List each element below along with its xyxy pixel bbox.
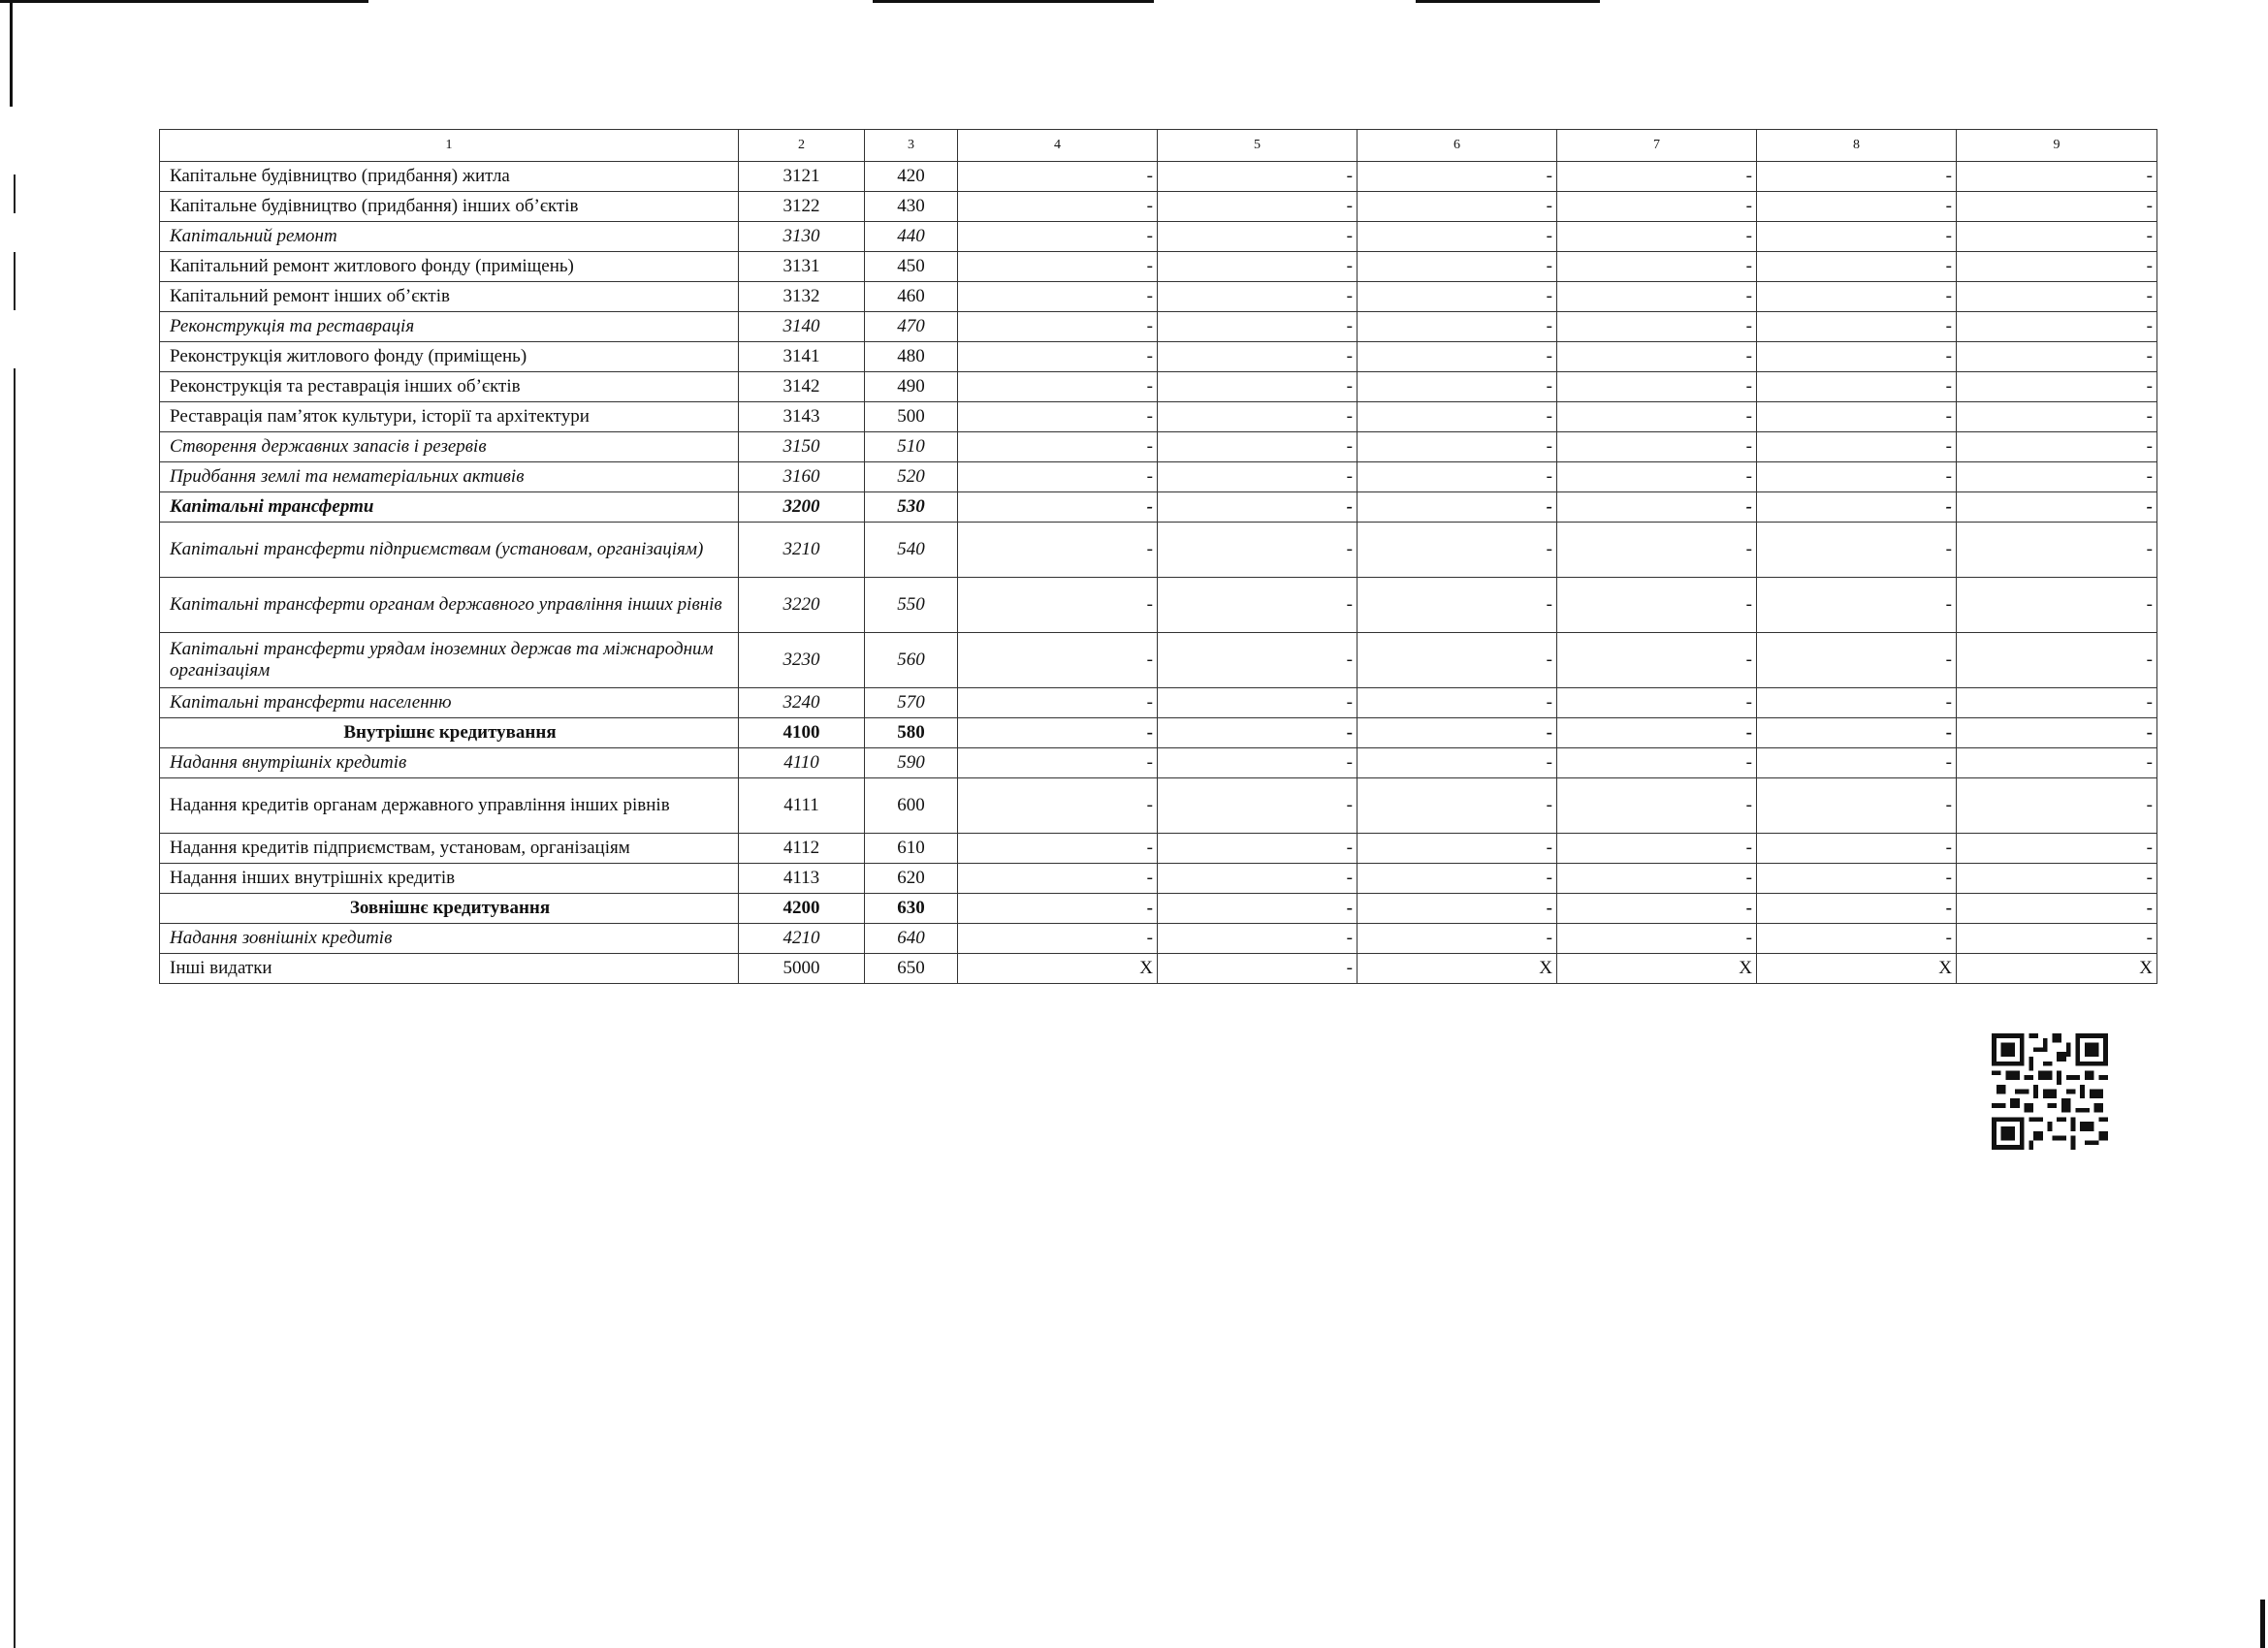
value-cell: - [1158, 222, 1358, 252]
row-name: Внутрішнє кредитування [160, 718, 739, 748]
value-cell: - [1957, 523, 2157, 578]
value-cell: - [1557, 192, 1757, 222]
column-header: 6 [1358, 130, 1557, 162]
value-cell: - [1158, 578, 1358, 633]
value-cell: - [1557, 633, 1757, 688]
row-line-number: 650 [865, 954, 958, 984]
value-cell: - [1757, 432, 1957, 462]
table-row [160, 578, 2157, 633]
value-cell: - [958, 688, 1158, 718]
value-cell: - [1957, 372, 2157, 402]
value-cell: - [1757, 342, 1957, 372]
row-name: Інші видатки [160, 954, 739, 984]
row-line-number: 440 [865, 222, 958, 252]
value-cell: - [1158, 252, 1358, 282]
value-cell: - [1757, 192, 1957, 222]
row-name: Капітальні трансферти урядам іноземних держав та міжнародним організаціям [160, 633, 739, 688]
value-cell: - [1957, 402, 2157, 432]
value-cell: - [1757, 633, 1957, 688]
value-cell: - [1557, 432, 1757, 462]
row-line-number: 420 [865, 162, 958, 192]
value-cell: - [958, 492, 1158, 523]
value-cell: - [1358, 748, 1557, 778]
value-cell: - [1957, 718, 2157, 748]
value-cell: - [1957, 192, 2157, 222]
value-cell: - [1358, 718, 1557, 748]
row-line-number: 540 [865, 523, 958, 578]
value-cell: - [958, 924, 1158, 954]
row-line-number: 470 [865, 312, 958, 342]
value-cell: - [1957, 748, 2157, 778]
row-name: Капітальне будівництво (придбання) житла [160, 162, 739, 192]
scan-edge-left [14, 252, 16, 310]
value-cell: - [1557, 924, 1757, 954]
value-cell: - [958, 864, 1158, 894]
value-cell: - [958, 372, 1158, 402]
column-header: 9 [1957, 130, 2157, 162]
row-name: Капітальний ремонт [160, 222, 739, 252]
value-cell: - [1557, 894, 1757, 924]
row-code: 3121 [739, 162, 865, 192]
value-cell: - [1757, 312, 1957, 342]
value-cell: - [1358, 282, 1557, 312]
row-name: Капітальні трансферти органам державного управління інших рівнів [160, 578, 739, 633]
value-cell: - [1557, 748, 1757, 778]
row-name: Капітальне будівництво (придбання) інших об’єктів [160, 192, 739, 222]
value-cell: - [958, 282, 1158, 312]
value-cell: - [1557, 162, 1757, 192]
row-code: 3150 [739, 432, 865, 462]
table-row [160, 748, 2157, 778]
row-code: 3140 [739, 312, 865, 342]
value-cell: - [1557, 402, 1757, 432]
value-cell: - [958, 523, 1158, 578]
value-cell: - [1158, 402, 1358, 432]
value-cell: - [1957, 864, 2157, 894]
value-cell: - [1358, 252, 1557, 282]
row-code: 3142 [739, 372, 865, 402]
table-row [160, 222, 2157, 252]
column-header: 3 [865, 130, 958, 162]
value-cell: - [1757, 222, 1957, 252]
scan-edge-left [10, 0, 13, 107]
value-cell: - [1158, 718, 1358, 748]
row-line-number: 520 [865, 462, 958, 492]
value-cell: - [1757, 864, 1957, 894]
table-row [160, 834, 2157, 864]
value-cell: - [1358, 222, 1557, 252]
budget-expenditure-table [159, 129, 2157, 984]
row-code: 3200 [739, 492, 865, 523]
column-header: 4 [958, 130, 1158, 162]
row-name: Реставрація пам’яток культури, історії та архітектури [160, 402, 739, 432]
row-line-number: 460 [865, 282, 958, 312]
column-header: 7 [1557, 130, 1757, 162]
value-cell: - [1158, 633, 1358, 688]
value-cell: - [1158, 492, 1358, 523]
row-line-number: 500 [865, 402, 958, 432]
value-cell: - [1158, 924, 1358, 954]
row-line-number: 570 [865, 688, 958, 718]
value-cell: - [958, 633, 1158, 688]
row-name: Капітальний ремонт житлового фонду (приміщень) [160, 252, 739, 282]
scan-edge-top [873, 0, 1154, 3]
row-line-number: 510 [865, 432, 958, 462]
row-code: 3141 [739, 342, 865, 372]
value-cell: - [1358, 688, 1557, 718]
value-cell: - [1358, 372, 1557, 402]
row-code: 5000 [739, 954, 865, 984]
value-cell: - [1358, 523, 1557, 578]
table-row [160, 688, 2157, 718]
value-cell: - [1957, 252, 2157, 282]
value-cell: X [1557, 954, 1757, 984]
row-code: 3230 [739, 633, 865, 688]
value-cell: - [1757, 894, 1957, 924]
row-code: 4112 [739, 834, 865, 864]
value-cell: - [958, 162, 1158, 192]
row-line-number: 550 [865, 578, 958, 633]
row-name: Зовнішнє кредитування [160, 894, 739, 924]
value-cell: - [1158, 954, 1358, 984]
row-code: 3220 [739, 578, 865, 633]
value-cell: - [1757, 688, 1957, 718]
table-row [160, 372, 2157, 402]
value-cell: - [1158, 462, 1358, 492]
table-row [160, 633, 2157, 688]
value-cell: - [1358, 162, 1557, 192]
value-cell: X [1757, 954, 1957, 984]
table-row [160, 492, 2157, 523]
value-cell: - [958, 252, 1158, 282]
value-cell: - [1757, 462, 1957, 492]
value-cell: - [1158, 432, 1358, 462]
table-row [160, 252, 2157, 282]
faint-bleed-through [155, 1474, 2153, 1493]
value-cell: - [1358, 924, 1557, 954]
row-line-number: 590 [865, 748, 958, 778]
row-line-number: 630 [865, 894, 958, 924]
value-cell: - [1557, 834, 1757, 864]
table-row [160, 282, 2157, 312]
scan-edge-top [0, 0, 368, 3]
row-name: Реконструкція та реставрація інших об’єктів [160, 372, 739, 402]
value-cell: - [1557, 688, 1757, 718]
row-name: Капітальні трансферти підприємствам (установам, організаціям) [160, 523, 739, 578]
value-cell: - [1158, 162, 1358, 192]
row-name: Створення державних запасів і резервів [160, 432, 739, 462]
row-line-number: 610 [865, 834, 958, 864]
value-cell: - [1957, 924, 2157, 954]
value-cell: - [1557, 778, 1757, 834]
value-cell: - [1158, 282, 1358, 312]
value-cell: - [1557, 718, 1757, 748]
value-cell: - [958, 342, 1158, 372]
table-row [160, 402, 2157, 432]
row-name: Надання кредитів органам державного управління інших рівнів [160, 778, 739, 834]
value-cell: - [1757, 748, 1957, 778]
header-row [160, 130, 2157, 162]
table-row [160, 718, 2157, 748]
row-name: Надання інших внутрішніх кредитів [160, 864, 739, 894]
table-row [160, 778, 2157, 834]
value-cell: - [958, 778, 1158, 834]
row-code: 3122 [739, 192, 865, 222]
table-row [160, 523, 2157, 578]
qr-code-icon [1992, 1030, 2108, 1153]
scan-edge-left [14, 368, 16, 1648]
table-row [160, 954, 2157, 984]
value-cell: - [958, 222, 1158, 252]
value-cell: - [1358, 894, 1557, 924]
value-cell: - [1557, 282, 1757, 312]
value-cell: - [958, 718, 1158, 748]
value-cell: - [1757, 282, 1957, 312]
value-cell: - [1957, 312, 2157, 342]
value-cell: - [958, 402, 1158, 432]
value-cell: - [1957, 894, 2157, 924]
row-code: 3210 [739, 523, 865, 578]
value-cell: - [1358, 864, 1557, 894]
value-cell: - [1757, 162, 1957, 192]
value-cell: - [1358, 492, 1557, 523]
value-cell: - [1957, 578, 2157, 633]
value-cell: - [1557, 222, 1757, 252]
value-cell: - [1757, 372, 1957, 402]
value-cell: - [1957, 492, 2157, 523]
table-row [160, 924, 2157, 954]
value-cell: - [1557, 523, 1757, 578]
value-cell: - [1358, 402, 1557, 432]
value-cell: - [1358, 834, 1557, 864]
row-line-number: 430 [865, 192, 958, 222]
table-row [160, 432, 2157, 462]
value-cell: - [1158, 312, 1358, 342]
row-name: Капітальний ремонт інших об’єктів [160, 282, 739, 312]
row-code: 3131 [739, 252, 865, 282]
budget-table-container [159, 129, 2156, 984]
value-cell: - [958, 748, 1158, 778]
value-cell: - [1158, 192, 1358, 222]
value-cell: - [1757, 924, 1957, 954]
value-cell: - [958, 578, 1158, 633]
row-line-number: 620 [865, 864, 958, 894]
row-code: 3143 [739, 402, 865, 432]
value-cell: - [958, 432, 1158, 462]
value-cell: - [1757, 402, 1957, 432]
value-cell: - [1557, 462, 1757, 492]
table-row [160, 462, 2157, 492]
value-cell: - [1757, 834, 1957, 864]
value-cell: - [1557, 578, 1757, 633]
row-line-number: 640 [865, 924, 958, 954]
row-code: 3240 [739, 688, 865, 718]
row-name: Реконструкція та реставрація [160, 312, 739, 342]
row-name: Капітальні трансферти населенню [160, 688, 739, 718]
value-cell: - [1757, 252, 1957, 282]
value-cell: - [1358, 633, 1557, 688]
value-cell: - [1957, 462, 2157, 492]
value-cell: - [1158, 748, 1358, 778]
row-line-number: 580 [865, 718, 958, 748]
row-code: 3130 [739, 222, 865, 252]
column-header: 1 [160, 130, 739, 162]
value-cell: - [1757, 492, 1957, 523]
value-cell: X [1957, 954, 2157, 984]
row-name: Надання зовнішніх кредитів [160, 924, 739, 954]
value-cell: X [958, 954, 1158, 984]
row-line-number: 480 [865, 342, 958, 372]
scan-edge-top [1416, 0, 1600, 3]
row-line-number: 530 [865, 492, 958, 523]
column-header: 2 [739, 130, 865, 162]
row-code: 4210 [739, 924, 865, 954]
value-cell: - [1557, 372, 1757, 402]
table-row [160, 342, 2157, 372]
value-cell: - [1757, 523, 1957, 578]
row-name: Надання кредитів підприємствам, установам, організаціям [160, 834, 739, 864]
value-cell: - [1158, 778, 1358, 834]
value-cell: - [958, 834, 1158, 864]
value-cell: - [1957, 162, 2157, 192]
value-cell: - [1757, 778, 1957, 834]
value-cell: - [958, 192, 1158, 222]
row-code: 4200 [739, 894, 865, 924]
row-line-number: 600 [865, 778, 958, 834]
value-cell: - [1957, 222, 2157, 252]
value-cell: - [1158, 688, 1358, 718]
column-header: 5 [1158, 130, 1358, 162]
row-name: Надання внутрішніх кредитів [160, 748, 739, 778]
row-code: 3160 [739, 462, 865, 492]
row-code: 4111 [739, 778, 865, 834]
value-cell: - [1358, 462, 1557, 492]
row-line-number: 560 [865, 633, 958, 688]
value-cell: - [1557, 864, 1757, 894]
table-row [160, 312, 2157, 342]
value-cell: - [958, 894, 1158, 924]
table-row [160, 192, 2157, 222]
row-name: Капітальні трансферти [160, 492, 739, 523]
value-cell: - [1358, 192, 1557, 222]
value-cell: - [1358, 432, 1557, 462]
value-cell: - [1158, 372, 1358, 402]
value-cell: - [1757, 718, 1957, 748]
value-cell: - [958, 312, 1158, 342]
value-cell: - [1757, 578, 1957, 633]
value-cell: - [1957, 834, 2157, 864]
value-cell: - [1158, 834, 1358, 864]
row-code: 4110 [739, 748, 865, 778]
row-line-number: 490 [865, 372, 958, 402]
value-cell: - [1557, 342, 1757, 372]
value-cell: - [1158, 523, 1358, 578]
value-cell: - [1158, 342, 1358, 372]
scan-edge-left [14, 174, 16, 213]
value-cell: - [1358, 342, 1557, 372]
table-row [160, 894, 2157, 924]
row-code: 3132 [739, 282, 865, 312]
value-cell: - [1557, 252, 1757, 282]
value-cell: - [1957, 342, 2157, 372]
column-header: 8 [1757, 130, 1957, 162]
row-name: Придбання землі та нематеріальних активів [160, 462, 739, 492]
value-cell: - [1358, 778, 1557, 834]
row-code: 4113 [739, 864, 865, 894]
value-cell: - [1358, 312, 1557, 342]
value-cell: - [1957, 633, 2157, 688]
row-line-number: 450 [865, 252, 958, 282]
row-code: 4100 [739, 718, 865, 748]
row-name: Реконструкція житлового фонду (приміщень) [160, 342, 739, 372]
value-cell: - [1957, 778, 2157, 834]
value-cell: - [1158, 894, 1358, 924]
value-cell: - [1957, 432, 2157, 462]
table-row [160, 864, 2157, 894]
scan-edge-right [2260, 1600, 2265, 1648]
value-cell: X [1358, 954, 1557, 984]
value-cell: - [1957, 282, 2157, 312]
value-cell: - [1557, 492, 1757, 523]
value-cell: - [1358, 578, 1557, 633]
value-cell: - [958, 462, 1158, 492]
value-cell: - [1957, 688, 2157, 718]
table-row [160, 162, 2157, 192]
value-cell: - [1158, 864, 1358, 894]
value-cell: - [1557, 312, 1757, 342]
